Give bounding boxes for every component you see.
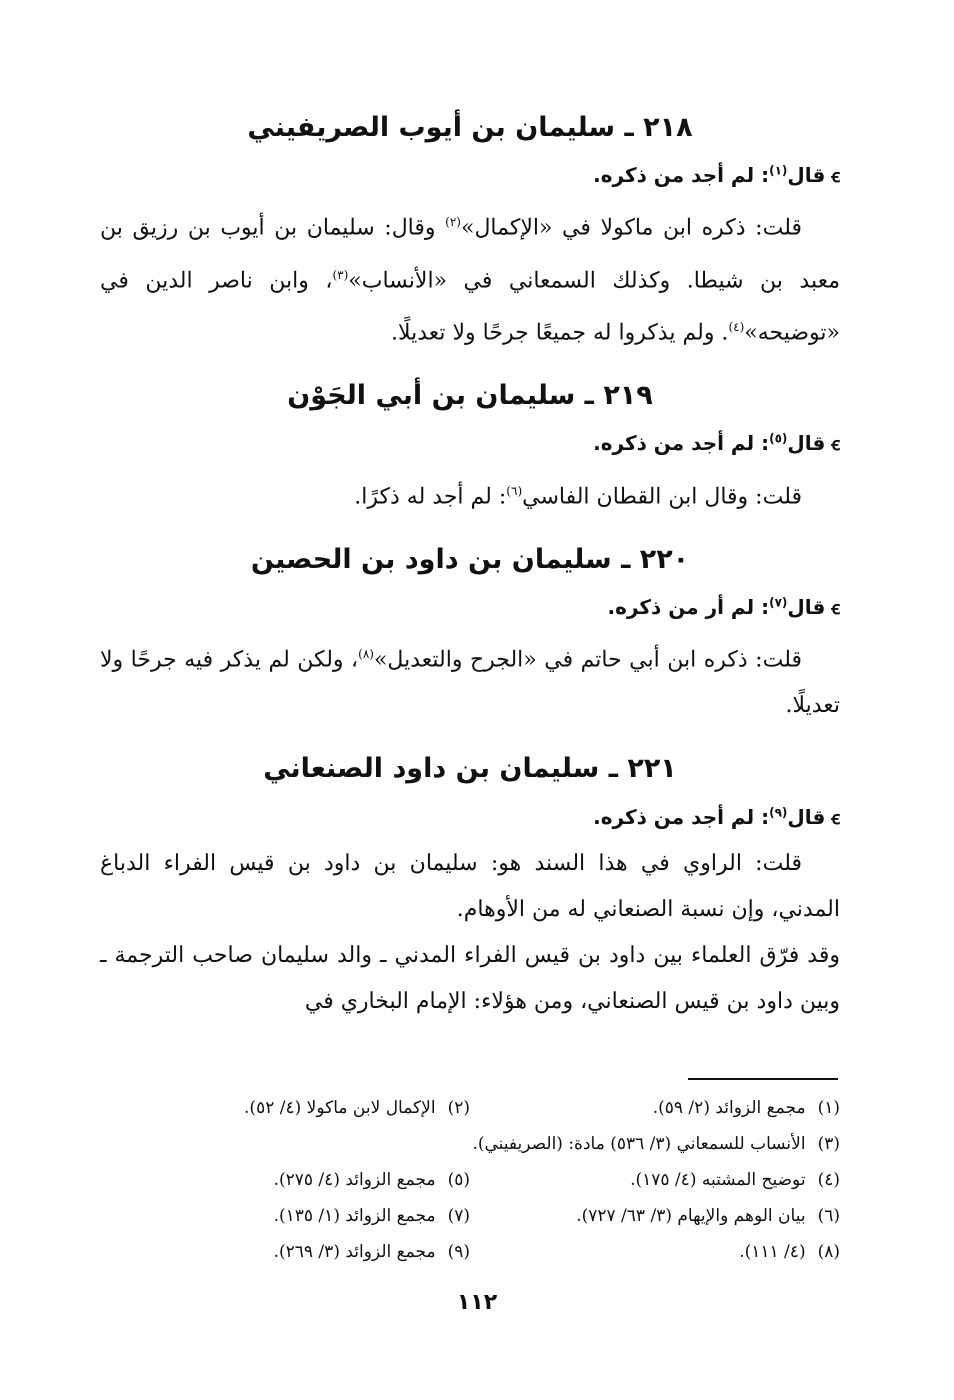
paragraph-text: وقال: سليمان بن أيوب بن رزيق بن معبد بن شيطا. وكذلك السمعاني في «الأنساب» xyxy=(100,215,840,293)
said-line-218 xyxy=(100,161,840,189)
footnote-7 xyxy=(100,1198,470,1234)
said-text: : لم أجد من ذكره. xyxy=(593,804,770,829)
paragraph-text: ، ولكن لم يذكر فيه جرحًا ولا تعديلًا. xyxy=(100,647,840,719)
footnote-ref[interactable]: (٨) xyxy=(358,647,374,662)
footnote-ref[interactable]: (٢) xyxy=(445,215,461,230)
paragraph-text: قلت: وقال ابن القطان الفاسي xyxy=(522,483,802,509)
footnote-number: (٢) xyxy=(447,1098,470,1118)
paragraph-text: قلت: الراوي في هذا السند هو: سليمان بن داود بن قيس الفراء الدباغ المدني، وإن نسبة الصنعاني له من الأوهام. xyxy=(100,850,840,922)
paragraph-text: قلت: ذكره ابن أبي حاتم في «الجرح والتعديل» xyxy=(373,647,802,673)
footnote-number: (٦) xyxy=(817,1206,840,1226)
entry-title-221: ٢٢١ ـ سليمان بن داود الصنعاني xyxy=(263,753,677,785)
footnote-text: بيان الوهم والإيهام (٣/ ٦٣/ ٧٢٧). xyxy=(576,1206,806,1226)
footnote-number: (٥) xyxy=(447,1170,470,1190)
footnote-number: (٧) xyxy=(447,1206,470,1226)
said-text: : لم أجد من ذكره. xyxy=(593,163,770,188)
page-body xyxy=(100,110,840,1025)
entry-title-218: ٢١٨ ـ سليمان بن أيوب الصريفيني xyxy=(247,112,693,143)
paragraph-text: قلت: ذكره ابن ماكولا في «الإكمال» xyxy=(460,215,802,241)
bullet-mark-icon: ꞓ xyxy=(831,166,840,188)
paragraph-text: وقد فرّق العلماء بين داود بن قيس الفراء المدني ـ والد سليمان صاحب الترجمة ـ وبين داود بن قيس الصنعاني، ومن هؤلاء: الإمام البخاري في xyxy=(100,942,840,1014)
paragraph-220 xyxy=(100,631,840,729)
paragraph-221-a xyxy=(100,841,840,933)
footnote-ref[interactable]: (٧) xyxy=(769,595,788,610)
footnote-number: (١) xyxy=(817,1098,840,1118)
footnote-8 xyxy=(470,1234,840,1270)
bullet-mark-icon: ꞓ xyxy=(831,434,840,456)
paragraph-219 xyxy=(100,468,840,520)
said-text: : لم أر من ذكره. xyxy=(607,594,770,619)
footnote-row xyxy=(100,1126,840,1162)
paragraph-text: . ولم يذكروا له جميعًا جرحًا ولا تعديلًا. xyxy=(390,320,729,346)
footnote-6 xyxy=(470,1198,840,1234)
entry-title-219: ٢١٩ ـ سليمان بن أبي الجَوْن xyxy=(287,380,653,412)
footnote-row xyxy=(100,1198,840,1234)
footnote-ref[interactable]: (٩) xyxy=(769,804,788,819)
footnote-number: (٩) xyxy=(447,1242,470,1262)
paragraph-text: : لم أجد له ذكرًا. xyxy=(354,483,507,509)
said-label: قال xyxy=(787,804,826,829)
footnote-row xyxy=(100,1090,840,1126)
page-number: ١١٢ xyxy=(456,1290,498,1315)
said-text: : لم أجد من ذكره. xyxy=(593,431,770,456)
footnote-number: (٨) xyxy=(817,1242,840,1262)
bullet-mark-icon: ꞓ xyxy=(831,597,840,619)
footnotes xyxy=(100,1090,840,1270)
footnote-5 xyxy=(100,1162,470,1198)
footnote-1 xyxy=(470,1090,840,1126)
footnote-text: مجمع الزوائد (٣/ ٢٦٩). xyxy=(273,1242,436,1262)
paragraph-221-b xyxy=(100,933,840,1025)
paragraph-text: ، وابن ناصر الدين في «توضيحه» xyxy=(100,267,840,346)
said-line-219 xyxy=(100,429,840,457)
paragraph-218 xyxy=(100,199,840,356)
footnote-number: (٤) xyxy=(817,1170,840,1190)
footnote-ref[interactable]: (٦) xyxy=(506,483,523,498)
footnote-number: (٣) xyxy=(817,1134,840,1154)
footnote-9 xyxy=(100,1234,470,1270)
footnote-text: مجمع الزوائد (٢/ ٥٩). xyxy=(652,1098,806,1118)
footnote-text: الإكمال لابن ماكولا (٤/ ٥٢). xyxy=(244,1098,436,1118)
said-label: قال xyxy=(787,163,826,188)
footnote-text: (٤/ ١١١). xyxy=(739,1242,806,1262)
footnote-ref[interactable]: (٣) xyxy=(332,267,349,282)
footnote-ref[interactable]: (٤) xyxy=(728,319,745,334)
footnote-text: الأنساب للسمعاني (٣/ ٥٣٦) مادة: (الصريفيني). xyxy=(472,1134,806,1154)
footnote-ref[interactable]: (٥) xyxy=(769,431,788,446)
footnote-ref[interactable]: (١) xyxy=(769,163,788,178)
bullet-mark-icon: ꞓ xyxy=(831,807,840,829)
said-line-221 xyxy=(100,803,840,831)
said-label: قال xyxy=(787,431,826,456)
footnote-text: مجمع الزوائد (١/ ١٣٥). xyxy=(273,1206,436,1226)
footnote-2 xyxy=(100,1090,470,1126)
footnote-text: توضيح المشتبه (٤/ ١٧٥). xyxy=(630,1170,806,1190)
said-line-220 xyxy=(100,593,840,621)
footnote-row xyxy=(100,1162,840,1198)
footnote-divider xyxy=(688,1078,838,1080)
footnote-row xyxy=(100,1234,840,1270)
footnote-4 xyxy=(470,1162,840,1198)
footnote-3 xyxy=(100,1126,840,1162)
entry-title-220: ٢٢٠ ـ سليمان بن داود بن الحصين xyxy=(250,543,690,575)
footnote-text: مجمع الزوائد (٤/ ٢٧٥). xyxy=(273,1170,436,1190)
said-label: قال xyxy=(787,594,826,619)
